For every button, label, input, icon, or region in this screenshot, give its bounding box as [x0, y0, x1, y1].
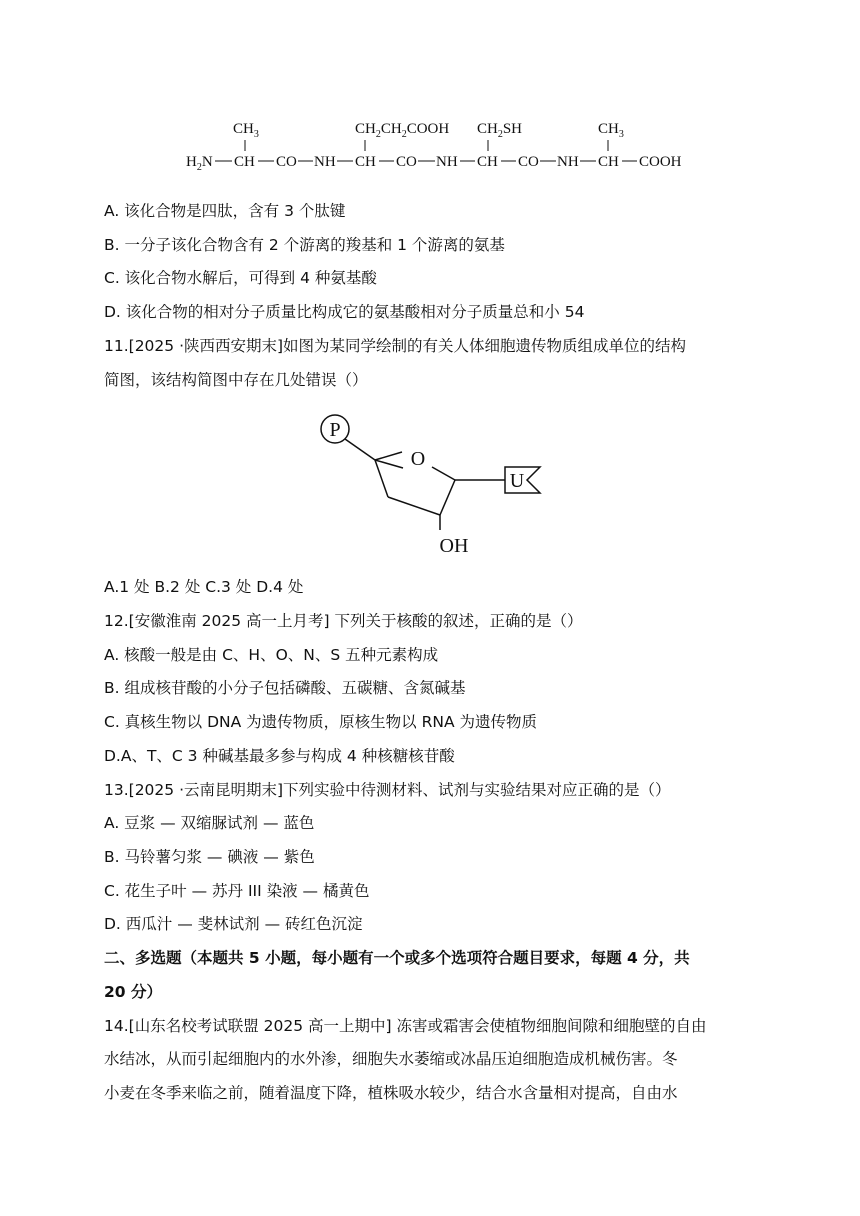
- q13-stem: 13.[2025 ·云南昆明期末]下列实验中待测材料、试剂与实验结果对应正确的是（）: [104, 781, 671, 799]
- q11-options: A.1 处 B.2 处 C.3 处 D.4 处: [104, 578, 304, 596]
- base-uracil-label: U: [509, 470, 525, 492]
- tetrapeptide-structure: [0, 0, 860, 180]
- side-glu: $CH_2CH_2COOH$: [355, 121, 450, 140]
- chain-co-1: CO: [276, 154, 297, 170]
- q13-option-b: B. 马铃薯匀浆 — 碘液 — 紫色: [104, 848, 315, 866]
- ring-oxygen: O: [410, 448, 426, 470]
- section2-heading-line2: 20 分）: [104, 983, 162, 1001]
- chain-co-3: CO: [518, 154, 539, 170]
- chain-nh-1: NH: [314, 154, 336, 170]
- side-ch3-1: $CH_3$: [233, 121, 259, 140]
- chain-nh-2: NH: [436, 154, 458, 170]
- q11-stem-line1: 11.[2025 ·陕西西安期末]如图为某同学绘制的有关人体细胞遗传物质组成单位的结构: [104, 337, 687, 355]
- chain-ch-2: CH: [355, 154, 376, 170]
- carboxyl-terminus: COOH: [639, 154, 682, 170]
- phosphate-label: P: [329, 419, 341, 441]
- q10-option-b: B. 一分子该化合物含有 2 个游离的羧基和 1 个游离的氨基: [104, 236, 505, 254]
- q12-option-d: D.A、T、C 3 种碱基最多参与构成 4 种核糖核苷酸: [104, 747, 455, 765]
- q14-stem-line2: 水结冰，从而引起细胞内的水外渗，细胞失水萎缩或冰晶压迫细胞造成机械伤害。冬: [104, 1050, 678, 1068]
- q11-stem-line2: 简图，该结构简图中存在几处错误（）: [104, 371, 368, 389]
- q12-stem: 12.[安徽淮南 2025 高一上月考] 下列关于核酸的叙述，正确的是（）: [104, 612, 583, 630]
- side-ch3-2: $CH_3$: [598, 121, 624, 140]
- side-cys: $CH_2SH$: [477, 121, 523, 140]
- q13-option-d: D. 西瓜汁 — 斐林试剂 — 砖红色沉淀: [104, 915, 363, 933]
- chain-co-2: CO: [396, 154, 417, 170]
- q12-option-b: B. 组成核苷酸的小分子包括磷酸、五碳糖、含氮碱基: [104, 679, 466, 697]
- hydroxyl-label: OH: [439, 535, 469, 557]
- q10-option-d: D. 该化合物的相对分子质量比构成它的氨基酸相对分子质量总和小 54: [104, 303, 585, 321]
- nucleotide-diagram: [0, 405, 860, 575]
- q12-option-c: C. 真核生物以 DNA 为遗传物质，原核生物以 RNA 为遗传物质: [104, 713, 537, 731]
- chain-ch-4: CH: [598, 154, 619, 170]
- q10-option-c: C. 该化合物水解后，可得到 4 种氨基酸: [104, 269, 377, 287]
- q14-stem-line3: 小麦在冬季来临之前，随着温度下降，植株吸水较少，结合水含量相对提高，自由水: [104, 1084, 678, 1102]
- amino-terminus: $H_2N$: [186, 154, 213, 173]
- chain-nh-3: NH: [557, 154, 579, 170]
- q12-option-a: A. 核酸一般是由 C、H、O、N、S 五种元素构成: [104, 646, 439, 664]
- section2-heading-line1: 二、多选题（本题共 5 小题，每小题有一个或多个选项符合题目要求，每题 4 分，共: [104, 949, 690, 967]
- chain-ch-3: CH: [477, 154, 498, 170]
- q14-stem-line1: 14.[山东名校考试联盟 2025 高一上期中] 冻害或霜害会使植物细胞间隙和细胞壁的自由: [104, 1017, 707, 1035]
- q10-option-a: A. 该化合物是四肽，含有 3 个肽键: [104, 202, 346, 220]
- q13-option-c: C. 花生子叶 — 苏丹 III 染液 — 橘黄色: [104, 882, 370, 900]
- q13-option-a: A. 豆浆 — 双缩脲试剂 — 蓝色: [104, 814, 315, 832]
- chain-ch-1: CH: [234, 154, 255, 170]
